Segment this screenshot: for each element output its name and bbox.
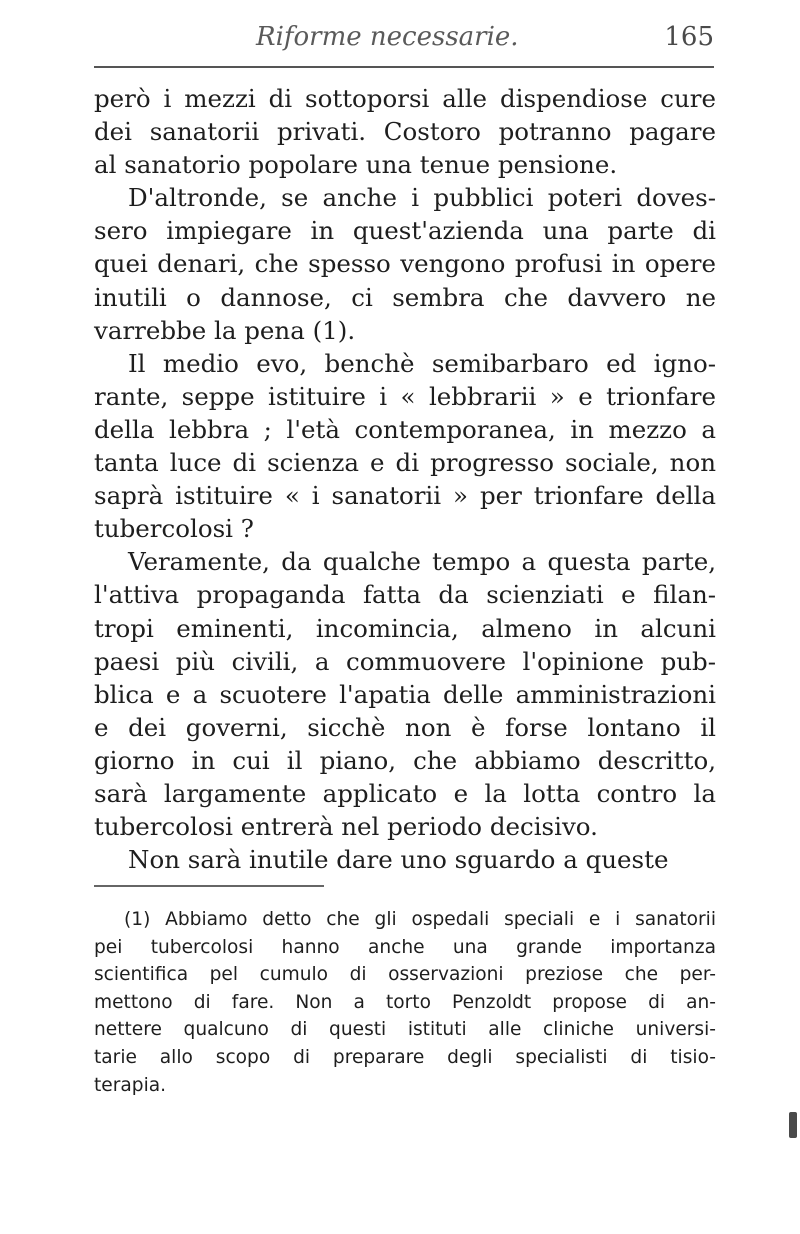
- body-line: però i mezzi di sottoporsi alle dispendiose cure: [94, 84, 716, 113]
- running-head: [94, 22, 714, 62]
- footnote-line: tarie allo scopo di preparare degli specialisti di tisio-: [94, 1046, 716, 1068]
- body-line: quei denari, che spesso vengono profusi in opere: [94, 249, 716, 279]
- footnote: [94, 906, 716, 1099]
- body-line: sero impiegare in quest'azienda una parte di: [94, 216, 716, 246]
- body-line: Veramente, da qualche tempo a questa parte,: [128, 547, 716, 577]
- body-line: tropi eminenti, incomincia, almeno in alcuni: [94, 613, 716, 643]
- body-line: D'altronde, se anche i pubblici poteri doves-: [128, 183, 716, 213]
- body-line: dei sanatorii privati. Costoro potranno pagare: [94, 117, 716, 147]
- body-line: saprà istituire « i sanatorii » per trionfare della: [94, 481, 716, 511]
- body-line: tubercolosi entrerà nel periodo decisivo.: [94, 812, 598, 842]
- running-title: Riforme necessarie.: [256, 22, 519, 52]
- body-line: inutili o dannose, ci sembra che davvero ne: [94, 282, 716, 312]
- body-line: tanta luce di scienza e di progresso sociale, non: [94, 448, 716, 478]
- body-line: sarà largamente applicato e la lotta contro la: [94, 778, 716, 808]
- body-line: paesi più civili, a commuovere l'opinione pub-: [94, 646, 716, 676]
- footnote-line: scientifica pel cumulo di osservazioni preziose che per-: [94, 964, 716, 986]
- body-text: [94, 82, 716, 876]
- scan-edge-mark: [789, 1112, 797, 1138]
- footnote-line: mettono di fare. Non a torto Penzoldt propose di an-: [94, 991, 716, 1013]
- body-line: e dei governi, sicchè non è forse lontano il: [94, 712, 716, 742]
- body-line: tubercolosi ?: [94, 514, 254, 544]
- body-line: giorno in cui il piano, che abbiamo descritto,: [94, 745, 716, 775]
- body-line: Il medio evo, benchè semibarbaro ed igno-: [128, 348, 716, 378]
- body-line: Non sarà inutile dare uno sguardo a queste: [128, 845, 669, 875]
- page-number: 165: [664, 22, 714, 52]
- body-line: l'attiva propaganda fatta da scienziati e filan-: [94, 580, 716, 610]
- footnote-line: (1) Abbiamo detto che gli ospedali speciali e i sanatorii: [124, 909, 716, 930]
- footnote-line: pei tubercolosi hanno anche una grande importanza: [94, 936, 716, 958]
- footnote-line: nettere qualcuno di questi istituti alle cliniche universi-: [94, 1019, 716, 1041]
- body-line: rante, seppe istituire i « lebbrarii » e trionfare: [94, 381, 716, 411]
- body-line: al sanatorio popolare una tenue pensione.: [94, 150, 618, 180]
- body-line: della lebbra ; l'età contemporanea, in mezzo a: [94, 414, 716, 444]
- footnote-rule: [94, 885, 324, 887]
- body-line: varrebbe la pena (1).: [94, 315, 356, 345]
- header-rule: [94, 66, 714, 68]
- footnote-line: terapia.: [94, 1074, 167, 1096]
- body-line: blica e a scuotere l'apatia delle amministrazioni: [94, 679, 716, 709]
